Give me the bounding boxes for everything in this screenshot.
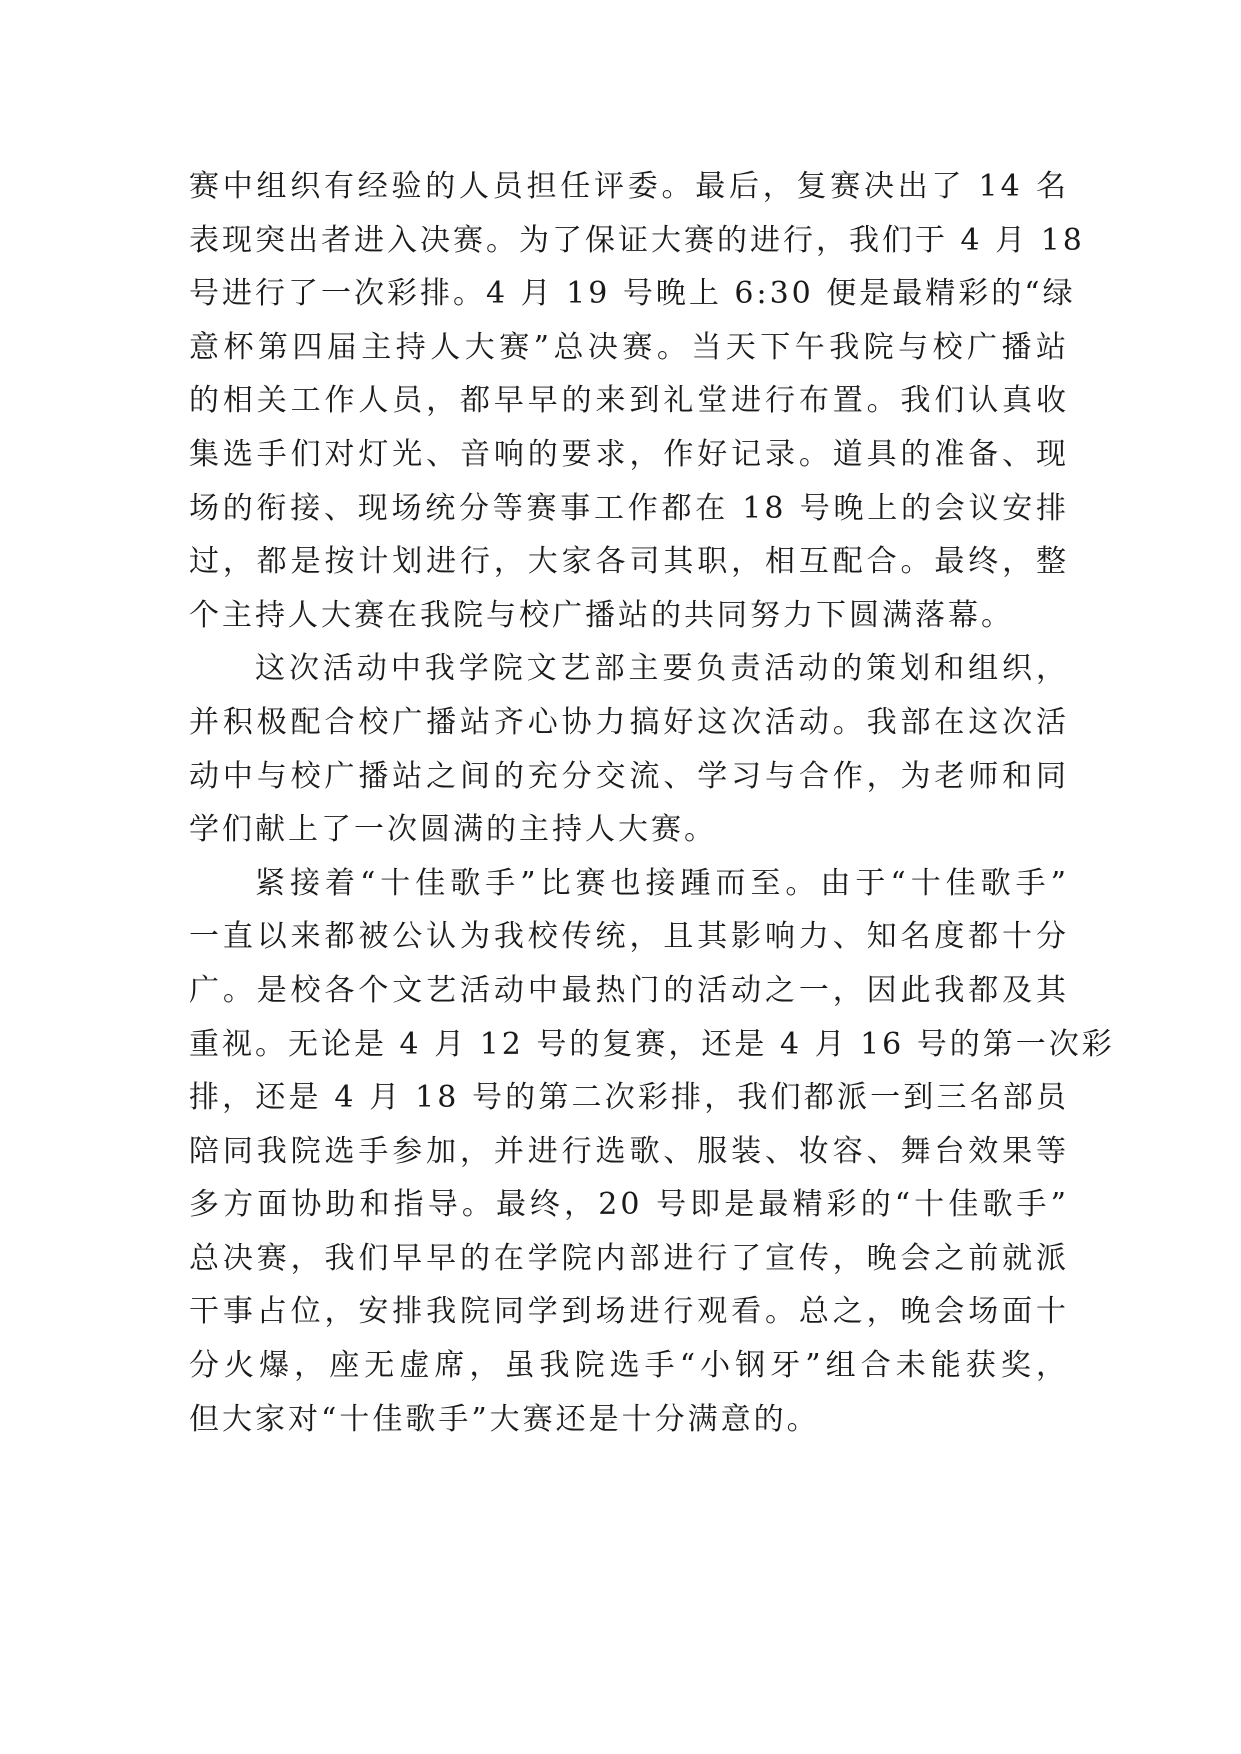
text-line: 广。是校各个文艺活动中最热门的活动之一，因此我都及其 (189, 972, 1069, 1008)
paragraph-1 (189, 160, 1085, 642)
text-line: 意杯第四届主持人大赛”总决赛。当天下午我院与校广播站 (189, 329, 1069, 365)
paragraph-3 (189, 857, 1115, 1447)
text-line: 个主持人大赛在我院与校广播站的共同努力下圆满落幕。 (189, 597, 1014, 633)
text-line: 分火爆，座无虚席，虽我院选手“小钢牙”组合未能获奖， (189, 1348, 1069, 1384)
text-line: 表现突出者进入决赛。为了保证大赛的进行，我们于 4 月 18 (189, 222, 1085, 258)
text-line: 紧接着“十佳歌手”比赛也接踵而至。由于“十佳歌手” (255, 865, 1069, 901)
text-line: 总决赛，我们早早的在学院内部进行了宣传，晚会之前就派 (189, 1240, 1069, 1276)
text-line: 学们献上了一次圆满的主持人大赛。 (189, 812, 717, 848)
text-line: 集选手们对灯光、音响的要求，作好记录。道具的准备、现 (189, 436, 1069, 472)
text-line: 场的衔接、现场统分等赛事工作都在 18 号晚上的会议安排 (189, 490, 1069, 526)
document-body (189, 160, 1115, 1446)
text-line: 号进行了一次彩排。4 月 19 号晚上 6:30 便是最精彩的“绿 (189, 276, 1076, 312)
text-line: 但大家对“十佳歌手”大赛还是十分满意的。 (189, 1401, 820, 1437)
text-line: 这次活动中我学院文艺部主要负责活动的策划和组织， (255, 651, 1069, 687)
text-line: 排，还是 4 月 18 号的第二次彩排，我们都派一到三名部员 (189, 1080, 1069, 1116)
text-line: 干事占位，安排我院同学到场进行观看。总之，晚会场面十 (189, 1294, 1069, 1330)
paragraph-2 (189, 642, 1069, 856)
text-line: 多方面协助和指导。最终，20 号即是最精彩的“十佳歌手” (189, 1187, 1069, 1223)
text-line: 过，都是按计划进行，大家各司其职，相互配合。最终，整 (189, 544, 1069, 580)
text-line: 一直以来都被公认为我校传统，且其影响力、知名度都十分 (189, 919, 1069, 955)
text-line: 并积极配合校广播站齐心协力搞好这次活动。我部在这次活 (189, 704, 1069, 740)
text-line: 重视。无论是 4 月 12 号的复赛，还是 4 月 16 号的第一次彩 (189, 1026, 1115, 1062)
text-line: 赛中组织有经验的人员担任评委。最后，复赛决出了 14 名 (189, 169, 1069, 204)
text-line: 陪同我院选手参加，并进行选歌、服装、妆容、舞台效果等 (189, 1133, 1069, 1169)
text-line: 的相关工作人员，都早早的来到礼堂进行布置。我们认真收 (189, 383, 1069, 419)
text-line: 动中与校广播站之间的充分交流、学习与合作，为老师和同 (189, 758, 1069, 794)
